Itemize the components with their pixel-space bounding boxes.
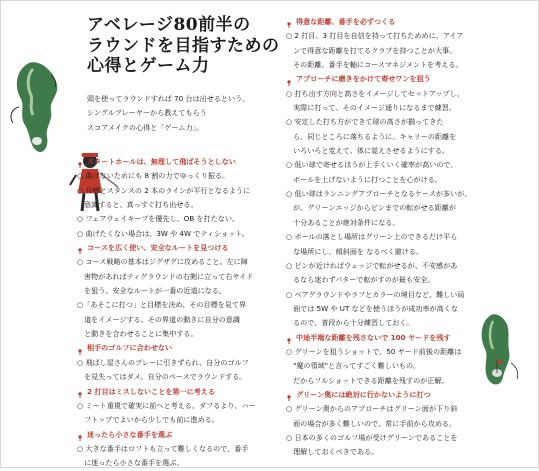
list-item: ○「あそこに打つ」と目標を決め、その目標を見て界 [77,300,247,310]
list-item: ○ 打ち出す方向と高さをイメージしてセットアップし、 [286,88,464,98]
list-item: ボールを上げないように打つことを心がける。 [286,174,442,184]
list-item: ○ コース戦略の基本はジグザグに攻めること。左に障 [77,257,248,267]
list-item: ○ 曲げないためにも 8 割の力でゆっくり振る。 [77,171,230,181]
list-item: 理解しておくべきである。 [286,447,379,457]
golf-tee-icon [286,19,292,25]
article-intro: 頭を使ってラウンドすれば 70 台は出せるという。 シングルプレーヤーから教えてもらう スコアメイクの心得と「ゲーム力」。 [87,94,250,132]
section-heading: アプローチに磨きをかけて寄せワンを狙う [286,72,472,86]
list-item: が、グリーンエッジからピンまでの転がせる距離が [286,203,456,213]
list-item: いろいろと変えて、体に覚えさせるようにする。 [286,146,450,156]
section-heading: 2 打目はミスしないことを第一に考える [77,385,267,399]
list-item: "魔の領域"と言ってすごく難しいもの。 [286,361,420,371]
list-item: ○ フェアウェイキープを優先し、OB を打たない。 [77,214,240,224]
list-item: 実際に打って、そのイメージ通りになるまで練習。 [286,103,456,113]
list-item: ○ ミート重視で確実に前へと考える。ダフるより、ハー [77,400,256,410]
list-item: ○ ピンが近ければウェッジで転がせるが、不安感があ [286,260,458,270]
list-item: ○ 低い球で寄せるほうが上手くいく確率が高いので、 [286,160,458,170]
section-heading: 相手のゴルフに合わせない [77,341,267,355]
list-item: ○ 曲げたくない場合は、3W や 4W でティショット。 [77,228,249,238]
golf-tee-icon [77,346,83,352]
list-item: ○ ボールの落とし場所はグリーン上のできるだけ平ら [286,232,458,242]
section-heading: 迷ったら小さな番手を選ぶ [77,428,267,442]
list-item: 道をイメージする。その界道の動きに自分の意識 [77,314,240,324]
list-item: 害物があればティグラウンドの右側に立って右サイド [77,271,254,281]
green-flag-illustration [467,311,523,389]
golf-tee-icon [77,159,83,165]
list-item: を見失ってはダメ。自分のペースでラウンドする。 [77,372,247,382]
list-item: ○ 飛ばし屋さんのプレーに引きずられ、自分のゴルフ [77,357,249,367]
list-item: ンで得意な距離を打てるクラブを持つことが大事。 [286,45,457,55]
list-item: を狙う。安全なルートが一番の近道になる。 [77,286,226,296]
list-item: 意識すると、真っすぐ打ち出せる。 [77,200,198,210]
list-item: ○ 2 打目、3 打目を自信を持って打ちためめに、アイア [286,31,464,41]
list-item: だからフルショットできる距離を残すのが正解。 [286,375,449,385]
section-heading: スタートホールは、無理して飛ばそうとしない [77,155,267,169]
list-item: その距離、番手を軸にコースマネジメントを考える。 [286,60,463,70]
golf-tee-icon [77,389,83,395]
list-item: ○ 大きな番手はロフトも立って難しくなるので、番手 [77,443,249,453]
list-item: と動きを合わせることに集中する。 [77,329,198,339]
golf-tee-icon [286,335,292,341]
list-item: ら、同じところに落ちるように、キャリーの距離を [286,131,457,141]
list-item: ○ 日本の多くのゴルフ場が受けグリーンであることを [286,432,458,442]
list-item: るので、普段から十分練習しておく。 [286,318,414,328]
list-item: ○ グリーンを狙うショットで、50 ヤード前後の距離は [286,346,462,356]
article-title: アベレージ80前半の ラウンドを目指すための 心得とゲーム力 [87,15,280,76]
list-item: ○ 目標とスタンスの 2 本のラインが平行となるように [77,185,251,195]
list-item: 面の場合が多く難しいので、常に手前から攻める。 [286,418,457,428]
golf-tee-icon [286,392,292,398]
list-item: ○ 安定した打ち方ができて球の高さが揃ってきた [286,117,444,127]
list-item: フトップでよいから少しでも前に進める。 [77,415,219,425]
section-heading: グリーン奥には絶対に行かないように打つ [286,388,472,402]
list-item: ○ 低い球はランニングアプローチとなるケースが多いが、 [286,189,472,199]
course-hole-illustration [7,55,87,155]
golf-tee-icon [77,245,83,251]
section-heading: 中途半端な距離を残さないで 100 ヤードを残す [286,331,472,345]
list-item: ○ グリーン奥からのアプローチはグリーン面が下り斜 [286,404,458,414]
section-heading: 得意な距離、番手を必ずつくる [286,15,472,29]
left-column [77,155,267,471]
golf-tee-icon [77,432,83,438]
list-item: 面では 5W や UT などを使うほうが成功率が高くな [286,303,458,313]
list-item: 十分あることが絶対条件になる。 [286,217,400,227]
list-item: な場所にし、傾斜面を なるべく避ける。 [286,246,424,256]
right-column [286,15,472,460]
list-item: に迷ったら小さな番手を選ぶ。 [77,458,184,468]
list-item: ○ ベアグラウンドやラフとカラーの境目など、難しい局 [286,289,465,299]
section-heading: コースを広く使い、安全なルートを見つける [77,241,267,255]
list-item: るなら迷わずパターで転がすのが最も安全。 [286,275,435,285]
golf-tee-icon [286,77,292,83]
